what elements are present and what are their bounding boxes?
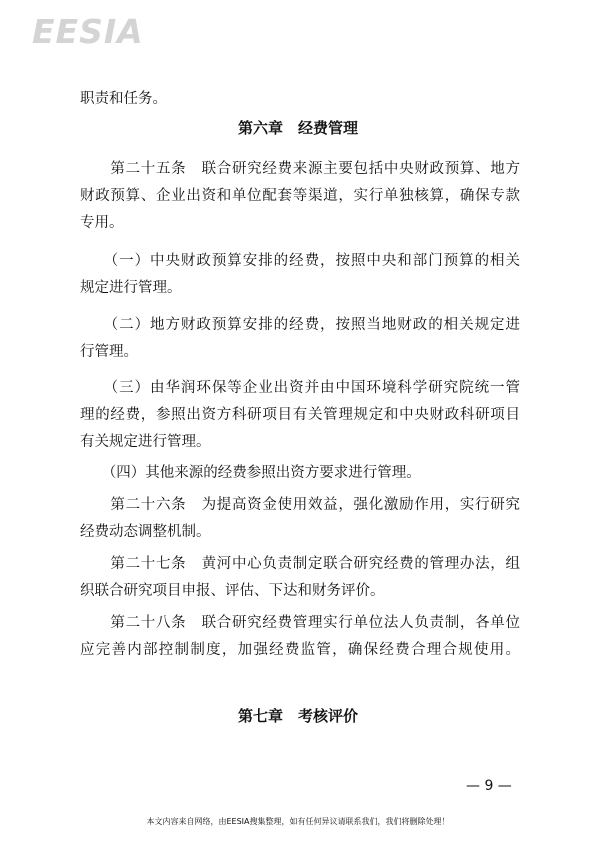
page-number: — 9 — bbox=[466, 778, 512, 794]
item-3-line-1: （三）由华润环保等企业出资并由中国环境科学研究院统一管 bbox=[80, 380, 520, 396]
article-25-line-3: 专用。 bbox=[80, 215, 124, 231]
item-4-line-1: （四）其他来源的经费参照出资方要求进行管理。 bbox=[80, 465, 421, 481]
eesia-logo: EESIA bbox=[32, 12, 144, 51]
item-3-line-3: 有关规定进行管理。 bbox=[80, 434, 211, 450]
article-27-line-1: 第二十七条 黄河中心负责制定联合研究经费的管理办法，组 bbox=[80, 556, 520, 572]
item-2-line-2: 行管理。 bbox=[80, 344, 138, 360]
article-25-line-1: 第二十五条 联合研究经费来源主要包括中央财政预算、地方 bbox=[80, 161, 520, 177]
article-25-line-2: 财政预算、企业出资和单位配套等渠道，实行单独核算，确保专款 bbox=[80, 188, 520, 204]
item-3-line-2: 理的经费，参照出资方科研项目有关管理规定和中央财政科研项目 bbox=[80, 407, 520, 423]
item-1-line-1: （一）中央财政预算安排的经费，按照中央和部门预算的相关 bbox=[80, 253, 520, 269]
article-28-line-2: 应完善内部控制制度，加强经费监管，确保经费合理合规使用。 bbox=[80, 642, 520, 658]
footer-notice: 本文内容来自网络，由EESIA搜集整理，如有任何异议请联系我们，我们将删除处理！ bbox=[146, 817, 450, 826]
article-28-line-1: 第二十八条 联合研究经费管理实行单位法人负责制，各单位 bbox=[80, 615, 520, 631]
chapter-6-title: 第六章 经费管理 bbox=[237, 119, 358, 137]
chapter-7-title: 第七章 考核评价 bbox=[237, 707, 358, 725]
previous-section-tail: 职责和任务。 bbox=[80, 91, 167, 107]
item-1-line-2: 规定进行管理。 bbox=[80, 280, 182, 296]
article-27-line-2: 织联合研究项目申报、评估、下达和财务评价。 bbox=[80, 583, 385, 599]
article-26-line-2: 经费动态调整机制。 bbox=[80, 524, 211, 540]
article-26-line-1: 第二十六条 为提高资金使用效益，强化激励作用，实行研究 bbox=[80, 497, 520, 513]
item-2-line-1: （二）地方财政预算安排的经费，按照当地财政的相关规定进 bbox=[80, 317, 520, 333]
